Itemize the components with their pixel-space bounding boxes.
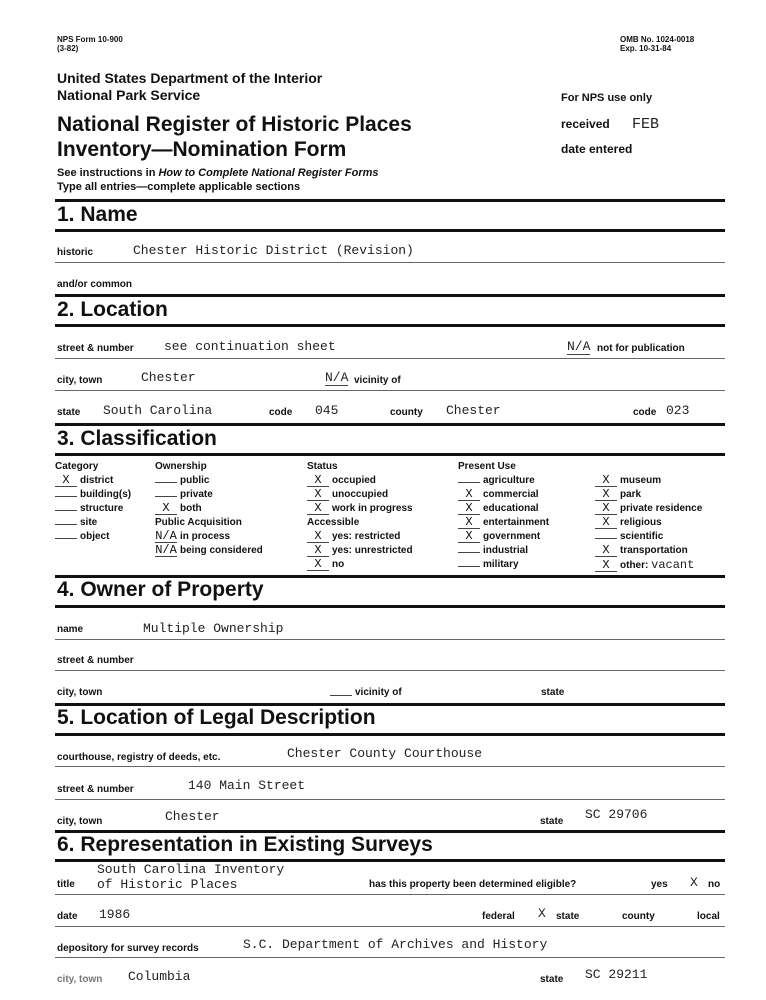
field-line <box>55 926 725 927</box>
ownership-heading: Ownership <box>155 461 207 472</box>
section-6-heading: 6. Representation in Existing Surveys <box>57 833 433 856</box>
checkbox-label: building(s) <box>80 489 132 500</box>
section-rule <box>55 199 725 202</box>
legal-state-value: SC 29706 <box>585 807 648 822</box>
state-code-value: 045 <box>315 403 339 418</box>
checkbox-mark: X <box>307 531 329 543</box>
accessible-no[interactable] <box>307 558 413 572</box>
checkbox-mark <box>458 566 480 567</box>
checkbox-label: in process <box>180 531 231 542</box>
section-5-heading: 5. Location of Legal Description <box>57 706 376 729</box>
checkbox-mark: X <box>307 489 329 501</box>
service-name: National Park Service <box>57 87 201 103</box>
use-museum[interactable] <box>595 474 702 488</box>
checkbox-mark: X <box>458 503 480 515</box>
vicinity-label: vicinity of <box>354 375 401 386</box>
checkbox-label: park <box>620 489 642 500</box>
use-military[interactable] <box>458 558 549 572</box>
department-name: United States Department of the Interior <box>57 70 323 86</box>
category-object[interactable] <box>55 530 131 544</box>
section-rule <box>55 294 725 297</box>
use-government[interactable] <box>458 530 549 544</box>
survey-title-value-line1: South Carolina Inventory <box>97 862 285 877</box>
section-3-heading: 3. Classification <box>57 427 217 450</box>
owner-street-label: street & number <box>57 655 134 666</box>
accessible-heading: Accessible <box>307 517 360 528</box>
checkbox-label: work in progress <box>332 503 413 514</box>
present-use-column-2 <box>595 474 702 572</box>
section-rule <box>55 324 725 327</box>
checkbox-label: military <box>483 559 519 570</box>
checkbox-label: no <box>332 559 345 570</box>
field-line <box>55 262 725 263</box>
checkbox-label: museum <box>620 475 662 486</box>
courthouse-value: Chester County Courthouse <box>287 746 483 761</box>
survey-state-value: SC 29211 <box>585 967 648 982</box>
checkbox-label: object <box>80 531 110 542</box>
ownership-both[interactable] <box>155 502 263 516</box>
form-number: NPS Form 10-900 <box>57 35 123 44</box>
category-site[interactable] <box>55 516 131 530</box>
checkbox-mark <box>55 524 77 525</box>
acquisition-being-considered[interactable] <box>155 544 263 558</box>
checkbox-mark: X <box>595 545 617 557</box>
received-value: FEB <box>632 116 660 133</box>
use-industrial[interactable] <box>458 544 549 558</box>
checkbox-mark <box>458 482 480 483</box>
use-private-residence[interactable] <box>595 502 702 516</box>
not-for-publication-label: not for publication <box>597 343 685 354</box>
category-column <box>55 460 131 544</box>
checkbox-mark <box>595 538 617 539</box>
use-religious[interactable] <box>595 516 702 530</box>
received-label: received <box>561 117 610 131</box>
checkbox-label: public <box>180 475 210 486</box>
owner-vicinity-label: vicinity of <box>355 687 402 698</box>
checkbox-mark: X <box>55 475 77 487</box>
use-other[interactable] <box>595 558 702 572</box>
survey-title-value-line2: of Historic Places <box>97 877 238 892</box>
owner-state-label: state <box>541 687 565 698</box>
section-4-heading: 4. Owner of Property <box>57 578 264 601</box>
section-rule <box>55 733 725 736</box>
checkbox-label: structure <box>80 503 124 514</box>
historic-name-value: Chester Historic District (Revision) <box>133 243 414 258</box>
checkbox-label: being considered <box>180 545 263 556</box>
status-work-in-progress[interactable] <box>307 502 413 516</box>
historic-label: historic <box>57 247 94 258</box>
checkbox-mark: X <box>595 560 617 572</box>
section-rule <box>55 605 725 608</box>
use-park[interactable] <box>595 488 702 502</box>
checkbox-mark <box>155 496 177 497</box>
checkbox-mark: X <box>595 517 617 529</box>
checkbox-label: educational <box>483 503 539 514</box>
state-value: South Carolina <box>103 403 213 418</box>
instructions-prefix: See instructions in <box>57 167 159 179</box>
expiration-date: Exp. 10-31-84 <box>620 44 672 53</box>
field-line <box>55 358 725 359</box>
depository-label: depository for survey records <box>57 943 199 954</box>
section-2-heading: 2. Location <box>57 298 168 321</box>
checkbox-label: commercial <box>483 489 539 500</box>
checkbox-mark: X <box>307 503 329 515</box>
checkbox-mark: X <box>458 531 480 543</box>
eligible-yes-label[interactable]: yes <box>651 879 668 890</box>
legal-city-value: Chester <box>165 809 220 824</box>
field-line <box>55 670 725 671</box>
ownership-column <box>155 460 263 558</box>
use-entertainment[interactable] <box>458 516 549 530</box>
checkbox-mark: X <box>458 489 480 501</box>
survey-date-value: 1986 <box>99 907 131 922</box>
checkbox-label: other: <box>620 560 649 571</box>
courthouse-label: courthouse, registry of deeds, etc. <box>57 752 221 763</box>
legal-state-label: state <box>540 816 564 827</box>
street-number-label: street & number <box>57 343 134 354</box>
checkbox-mark: N/A <box>155 529 177 543</box>
eligible-no-mark: X <box>690 875 698 890</box>
present-use-heading: Present Use <box>458 461 516 472</box>
street-number-value: see continuation sheet <box>164 339 336 354</box>
use-scientific[interactable] <box>595 530 702 544</box>
form-title-line2: Inventory—Nomination Form <box>57 138 347 161</box>
county-value: Chester <box>446 403 501 418</box>
field-line <box>55 957 725 958</box>
instructions-line1 <box>57 167 379 179</box>
owner-name-label: name <box>57 624 84 635</box>
instructions-line2: Type all entries—complete applicable sections <box>57 181 301 193</box>
category-structure[interactable] <box>55 502 131 516</box>
level-federal-label[interactable]: federal <box>482 911 515 922</box>
category-district[interactable] <box>55 474 131 488</box>
checkbox-label: yes: restricted <box>332 531 401 542</box>
section-1-heading: 1. Name <box>57 203 138 226</box>
city-town-value: Chester <box>141 370 196 385</box>
owner-city-label: city, town <box>57 687 103 698</box>
legal-city-label: city, town <box>57 816 103 827</box>
county-label: county <box>390 407 423 418</box>
checkbox-mark <box>155 482 177 483</box>
public-acquisition-heading: Public Acquisition <box>155 517 242 528</box>
category-buildings[interactable] <box>55 488 131 502</box>
level-state-label[interactable]: state <box>556 911 580 922</box>
checkbox-label: private <box>180 489 213 500</box>
eligible-question: has this property been determined eligible? <box>369 879 577 890</box>
eligible-no-label[interactable]: no <box>708 879 721 890</box>
survey-title-label: title <box>57 879 75 890</box>
section-rule <box>55 453 725 456</box>
form-title-line1: National Register of Historic Places <box>57 113 412 136</box>
depository-value: S.C. Department of Archives and History <box>243 937 548 952</box>
ownership-private[interactable] <box>155 488 263 502</box>
survey-city-value: Columbia <box>128 969 191 984</box>
present-use-column-1 <box>458 460 549 572</box>
use-educational[interactable] <box>458 502 549 516</box>
vicinity-blank <box>330 695 352 696</box>
city-town-label: city, town <box>57 375 103 386</box>
common-name-label: and/or common <box>57 279 133 290</box>
checkbox-label: religious <box>620 517 662 528</box>
form-revision: (3-82) <box>57 44 79 53</box>
level-state-mark: X <box>538 906 546 921</box>
omb-number: OMB No. 1024-0018 <box>620 35 695 44</box>
field-line <box>55 766 725 767</box>
nps-use-only: For NPS use only <box>561 92 653 104</box>
legal-street-value: 140 Main Street <box>188 778 306 793</box>
checkbox-mark: X <box>595 475 617 487</box>
survey-date-label: date <box>57 911 78 922</box>
checkbox-mark: X <box>595 489 617 501</box>
owner-name-value: Multiple Ownership <box>143 621 284 636</box>
ownership-public[interactable] <box>155 474 263 488</box>
checkbox-label: district <box>80 475 114 486</box>
checkbox-label: scientific <box>620 531 664 542</box>
checkbox-label: occupied <box>332 475 376 486</box>
checkbox-mark <box>458 552 480 553</box>
checkbox-mark: X <box>458 517 480 529</box>
checkbox-label: both <box>180 503 202 514</box>
field-line <box>55 639 725 640</box>
checkbox-label: yes: unrestricted <box>332 545 413 556</box>
checkbox-label: transportation <box>620 545 688 556</box>
section-rule <box>55 423 725 426</box>
not-for-publication-value: N/A <box>567 339 591 354</box>
level-county-label[interactable]: county <box>622 911 655 922</box>
level-local-label[interactable]: local <box>697 911 720 922</box>
acquisition-in-process[interactable] <box>155 530 263 544</box>
state-label: state <box>57 407 81 418</box>
checkbox-label: industrial <box>483 545 529 556</box>
checkbox-mark: N/A <box>155 543 177 557</box>
field-line <box>55 799 725 800</box>
county-code-label: code <box>633 407 657 418</box>
checkbox-mark: X <box>307 545 329 557</box>
checkbox-mark <box>55 510 77 511</box>
checkbox-label: entertainment <box>483 517 550 528</box>
checkbox-label: site <box>80 517 98 528</box>
status-occupied[interactable] <box>307 474 413 488</box>
other-use-value: vacant <box>651 558 695 572</box>
instructions-guide-title: How to Complete National Register Forms <box>158 167 379 179</box>
section-rule <box>55 229 725 232</box>
category-heading: Category <box>55 461 99 472</box>
use-transportation[interactable] <box>595 544 702 558</box>
checkbox-mark <box>55 496 77 497</box>
checkbox-label: private residence <box>620 503 703 514</box>
status-heading: Status <box>307 461 338 472</box>
status-column <box>307 460 413 572</box>
checkbox-mark: X <box>155 503 177 515</box>
accessible-unrestricted[interactable] <box>307 544 413 558</box>
checkbox-mark: X <box>595 503 617 515</box>
code-label: code <box>269 407 293 418</box>
checkbox-mark: X <box>307 475 329 487</box>
checkbox-label: agriculture <box>483 475 535 486</box>
use-agriculture[interactable] <box>458 474 549 488</box>
accessible-restricted[interactable] <box>307 530 413 544</box>
field-line <box>55 390 725 391</box>
vicinity-value: N/A <box>325 370 349 385</box>
field-line <box>55 894 725 895</box>
county-code-value: 023 <box>666 403 690 418</box>
use-commercial[interactable] <box>458 488 549 502</box>
checkbox-label: government <box>483 531 541 542</box>
status-unoccupied[interactable] <box>307 488 413 502</box>
survey-state-label: state <box>540 974 564 985</box>
legal-street-label: street & number <box>57 784 134 795</box>
checkbox-mark <box>55 538 77 539</box>
survey-city-label: city, town <box>57 974 103 985</box>
checkbox-label: unoccupied <box>332 489 389 500</box>
checkbox-mark: X <box>307 559 329 571</box>
date-entered-label: date entered <box>561 142 633 156</box>
